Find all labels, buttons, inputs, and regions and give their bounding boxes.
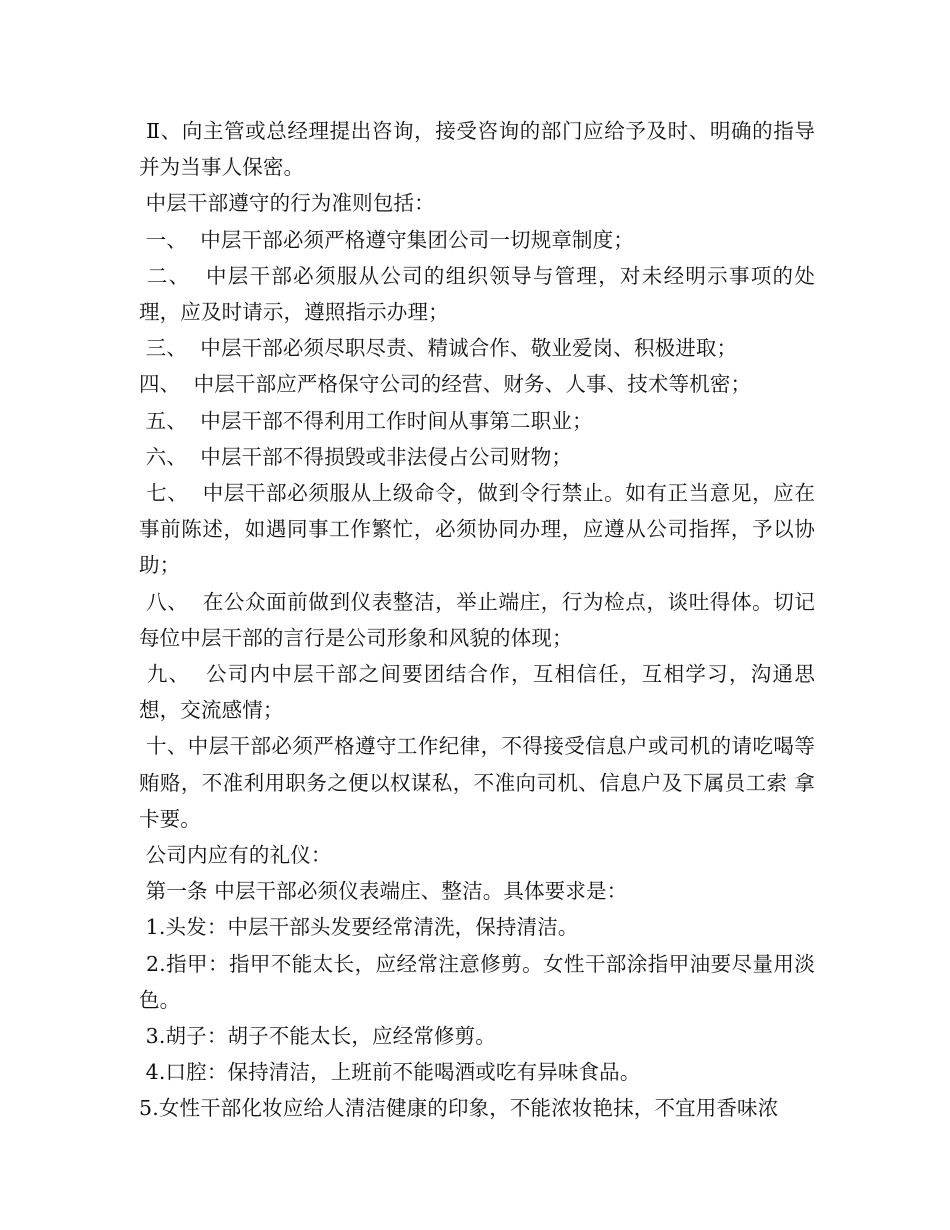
paragraph-rule-6: 六、 中层干部不得损毁或非法侵占公司财物； [139, 444, 573, 469]
paragraph-item-makeup: 5.女性干部化妆应给人清洁健康的印象，不能浓妆艳抹，不宜用香味浓 [139, 1096, 779, 1121]
paragraph-rule-10: 十、中层干部必须严格遵守工作纪律，不得接受信息户或司机的请吃喝等贿赂，不准利用职务之便以权谋私，不准向司机、信息户及下属员工索 拿卡要。 [139, 734, 815, 831]
paragraph-rule-3: 三、 中层干部必须尽职尽责、精诚合作、敬业爱岗、积极进取； [139, 336, 738, 361]
paragraph-rule-5: 五、 中层干部不得利用工作时间从事第二职业； [139, 408, 593, 433]
paragraph-etiquette-heading: 公司内应有的礼仪： [139, 843, 332, 868]
paragraph-article-1: 第一条 中层干部必须仪表端庄、整洁。具体要求是： [139, 879, 628, 904]
paragraph-rule-8: 八、 在公众面前做到仪表整洁，举止端庄，行为检点，谈吐得体。切记每位中层干部的言行是公司形象和风貌的体现； [139, 589, 816, 650]
paragraph-item-beard: 3.胡子：胡子不能太长，应经常修剪。 [139, 1024, 496, 1049]
paragraph-item-mouth: 4.口腔：保持清洁，上班前不能喝酒或吃有异味食品。 [139, 1060, 641, 1085]
document-body [139, 113, 815, 1127]
paragraph-rule-2: 二、 中层干部必须服从公司的组织领导与管理，对未经明示事项的处理，应及时请示，遵照指示办理； [139, 263, 815, 325]
paragraph-item-nails: 2.指甲：指甲不能太长，应经常注意修剪。女性干部涂指甲油要尽量用淡色。 [139, 951, 815, 1012]
paragraph-rule-9: 九、 公司内中层干部之间要团结合作，互相信任，互相学习，沟通思想，交流感情； [139, 662, 815, 723]
paragraph-rule-1: 一、 中层干部必须严格遵守集团公司一切规章制度； [139, 227, 634, 252]
paragraph-conduct-heading: 中层干部遵守的行为准则包括： [139, 191, 435, 216]
paragraph-rule-4: 四、 中层干部应严格保守公司的经营、财务、人事、技术等机密； [139, 372, 752, 397]
paragraph-consult-supervisor: Ⅱ、向主管或总经理提出咨询，接受咨询的部门应给予及时、明确的指导并为当事人保密。 [139, 119, 815, 180]
paragraph-item-hair: 1.头发：中层干部头发要经常清洗，保持清洁。 [139, 915, 579, 940]
paragraph-rule-7: 七、 中层干部必须服从上级命令，做到令行禁止。如有正当意见，应在事前陈述，如遇同事工作繁忙，必须协同办理，应遵从公司指挥，予以协助； [139, 481, 816, 578]
